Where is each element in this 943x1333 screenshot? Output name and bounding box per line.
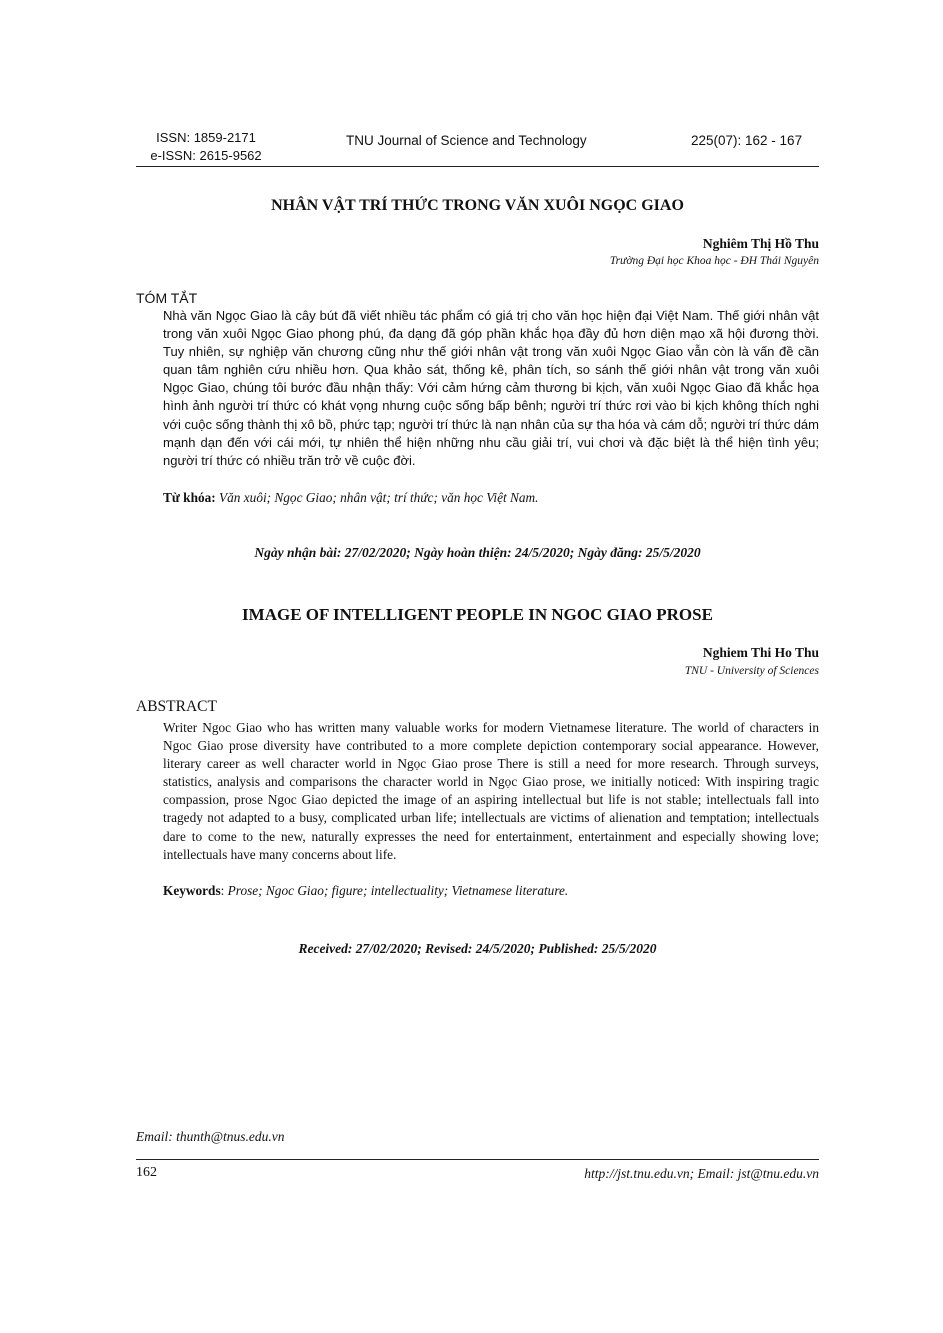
en-keywords-sep: : [220, 883, 225, 898]
en-title: IMAGE OF INTELLIGENT PEOPLE IN NGOC GIAO PROSE [242, 605, 713, 624]
vn-author: Nghiêm Thị Hồ Thu [702, 236, 819, 251]
vn-keywords [163, 490, 819, 506]
vn-abstract: Nhà văn Ngọc Giao là cây bút đã viết nhiều tác phẩm có giá trị cho văn học hiện đại Việt Nam. Thế giới nhân vật trong văn xuôi Ngọc Giao phong phú, đa dạng đã góp phần khắc họa đầy đủ hơn diện mạo xã hội đương thời. Tuy nhiên, sự nghiệp văn chương cũng như thế giới nhân vật trong văn xuôi Ngọc Giao vẫn còn là vấn đề cần quan tâm nghiên cứu nhiều hơn. Qua khảo sát, thống kê, phân tích, so sánh thế giới nhân vật trong văn xuôi Ngọc Giao, chúng tôi bước đầu nhận thấy: Với cảm hứng cảm thương bi kịch, văn xuôi Ngọc Giao đã khắc họa hình ảnh người trí thức có khát vọng nhưng cuộc sống bấp bênh; người trí thức rơi vào bi kịch không thích nghi với cuộc sống thành thị xô bồ, phức tạp; người trí thức là nạn nhân của sự tha hóa và cám dỗ; người trí thức dám mạnh dạn đến với cái mới, tự nhiên thể hiện những nhu cầu giải trí, vui chơi và đặc biệt là thể hiện tình yêu; người trí thức có nhiều trăn trở về cuộc đời. [163, 308, 819, 468]
vn-abstract-heading: TÓM TẮT [136, 290, 198, 306]
issn: ISSN: 1859-2171 [156, 130, 256, 145]
vn-keywords-text: Văn xuôi; Ngọc Giao; nhân vật; trí thức; văn học Việt Nam. [219, 490, 539, 505]
en-affiliation: TNU - University of Sciences [684, 665, 819, 677]
journal-contact: http://jst.tnu.edu.vn; Email: jst@tnu.edu.vn [584, 1166, 819, 1181]
en-keywords [163, 883, 819, 899]
en-dates: Received: 27/02/2020; Revised: 24/5/2020; Published: 25/5/2020 [298, 941, 657, 956]
en-author: Nghiem Thi Ho Thu [702, 645, 819, 660]
en-abstract-heading: ABSTRACT [136, 698, 217, 715]
author-email: Email: thunth@tnus.edu.vn [136, 1129, 285, 1144]
vn-dates: Ngày nhận bài: 27/02/2020; Ngày hoàn thiện: 24/5/2020; Ngày đăng: 25/5/2020 [254, 545, 701, 560]
journal-name: TNU Journal of Science and Technology [346, 133, 587, 148]
vn-affiliation: Trường Đại học Khoa học - ĐH Thái Nguyên [609, 255, 819, 267]
page-number: 162 [136, 1165, 157, 1180]
volume-pages: 225(07): 162 - 167 [691, 133, 803, 148]
vn-title: NHÂN VẬT TRÍ THỨC TRONG VĂN XUÔI NGỌC GIAO [271, 197, 684, 214]
vn-keywords-label: Từ khóa: [163, 490, 216, 505]
eissn: e-ISSN: 2615-9562 [150, 148, 262, 163]
en-keywords-label: Keywords [163, 883, 221, 898]
en-abstract: Writer Ngoc Giao who has written many valuable works for modern Vietnamese literature. The world of characters in Ngoc Giao prose diversity have contributed to a more complete depiction contemporary social appearance. However, literary career as well character world in Ngọc Giao prose There is still a need for more research. Through surveys, statistics, analysis and comparisons the character world in Ngọc Giao prose, we initially noticed: With inspiring tragic compassion, prose Ngoc Giao depicted the image of an aspiring intellectual but life is not stable; intellectuals fall into tragedy not adapted to a busy, complicated urban life; intellectuals are victims of alienation and temptation; intellectuals dare to come to the new, naturally expresses the need for entertainment, entertainment and especially showing love; intellectuals have many concerns about life. [163, 720, 819, 862]
header-rule [136, 166, 819, 167]
issn-block [136, 129, 276, 165]
footer-rule [136, 1159, 819, 1160]
en-keywords-text: Prose; Ngoc Giao; figure; intellectuality; Vietnamese literature. [227, 883, 569, 898]
